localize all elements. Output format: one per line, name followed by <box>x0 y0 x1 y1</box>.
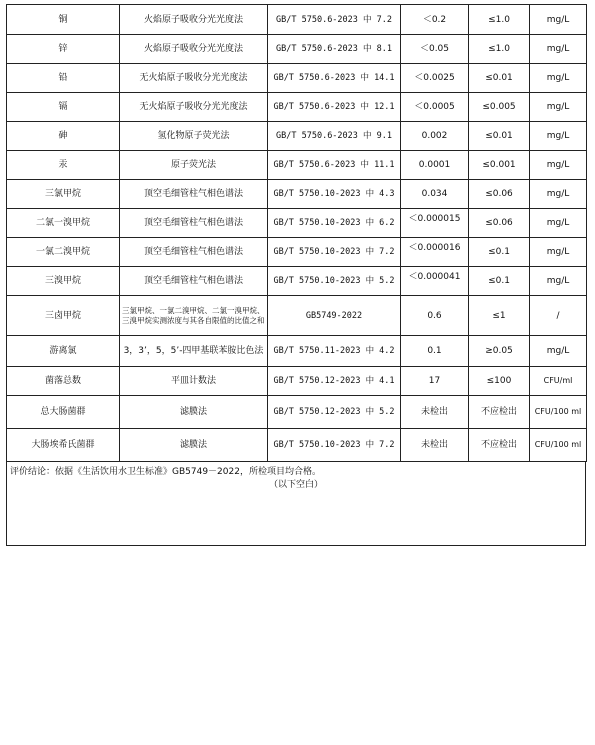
item-name: 锌 <box>7 35 120 64</box>
conclusion-box <box>6 462 586 546</box>
standard: GB/T 5750.11-2023 中 4.2 <box>268 336 401 367</box>
results-table <box>6 4 587 462</box>
unit: mg/L <box>530 267 587 296</box>
table-row <box>7 336 587 367</box>
table-row <box>7 151 587 180</box>
table-row <box>7 93 587 122</box>
item-name: 总大肠菌群 <box>7 396 120 429</box>
item-name: 二氯一溴甲烷 <box>7 209 120 238</box>
limit: ≤1 <box>469 296 530 336</box>
unit: mg/L <box>530 122 587 151</box>
table-row <box>7 64 587 93</box>
item-name: 铜 <box>7 5 120 35</box>
standard: GB/T 5750.6-2023 中 11.1 <box>268 151 401 180</box>
limit: ≤0.005 <box>469 93 530 122</box>
method: 平皿计数法 <box>120 367 268 396</box>
method: 原子荧光法 <box>120 151 268 180</box>
table-row <box>7 267 587 296</box>
unit: CFU/ml <box>530 367 587 396</box>
result: 0.034 <box>401 180 469 209</box>
limit: ≤0.001 <box>469 151 530 180</box>
unit: mg/L <box>530 35 587 64</box>
result: ＜0.000015 <box>401 209 469 238</box>
standard: GB/T 5750.10-2023 中 4.3 <box>268 180 401 209</box>
method: 3，3’，5，5’-四甲基联苯胺比色法 <box>120 336 268 367</box>
item-name: 三卤甲烷 <box>7 296 120 336</box>
standard: GB5749-2022 <box>268 296 401 336</box>
item-name: 游离氯 <box>7 336 120 367</box>
unit: CFU/100 ml <box>530 396 587 429</box>
unit: / <box>530 296 587 336</box>
item-name: 三氯甲烷 <box>7 180 120 209</box>
unit: CFU/100 ml <box>530 429 587 462</box>
result: ＜0.2 <box>401 5 469 35</box>
unit: mg/L <box>530 336 587 367</box>
method: 顶空毛细管柱气相色谱法 <box>120 267 268 296</box>
limit: ≥0.05 <box>469 336 530 367</box>
item-name: 铅 <box>7 64 120 93</box>
limit: 不应检出 <box>469 429 530 462</box>
table-row <box>7 238 587 267</box>
method: 顶空毛细管柱气相色谱法 <box>120 180 268 209</box>
result: 17 <box>401 367 469 396</box>
item-name: 三溴甲烷 <box>7 267 120 296</box>
method: 无火焰原子吸收分光光度法 <box>120 93 268 122</box>
method: 滤膜法 <box>120 396 268 429</box>
method: 氢化物原子荧光法 <box>120 122 268 151</box>
method: 滤膜法 <box>120 429 268 462</box>
unit: mg/L <box>530 180 587 209</box>
result: 未检出 <box>401 429 469 462</box>
unit: mg/L <box>530 93 587 122</box>
limit: ≤0.1 <box>469 238 530 267</box>
standard: GB/T 5750.6-2023 中 12.1 <box>268 93 401 122</box>
result: ＜0.05 <box>401 35 469 64</box>
table-row <box>7 429 587 462</box>
standard: GB/T 5750.6-2023 中 14.1 <box>268 64 401 93</box>
method: 火焰原子吸收分光光度法 <box>120 35 268 64</box>
table-row <box>7 367 587 396</box>
limit: ≤1.0 <box>469 5 530 35</box>
result: 0.6 <box>401 296 469 336</box>
result: 0.0001 <box>401 151 469 180</box>
standard: GB/T 5750.10-2023 中 5.2 <box>268 267 401 296</box>
unit: mg/L <box>530 64 587 93</box>
limit: ≤0.1 <box>469 267 530 296</box>
result: ＜0.0025 <box>401 64 469 93</box>
blank-note: （以下空白） <box>268 480 323 490</box>
standard: GB/T 5750.6-2023 中 9.1 <box>268 122 401 151</box>
table-row <box>7 296 587 336</box>
table-row <box>7 209 587 238</box>
method: 顶空毛细管柱气相色谱法 <box>120 209 268 238</box>
limit: ≤1.0 <box>469 35 530 64</box>
result: ＜0.0005 <box>401 93 469 122</box>
result: 0.002 <box>401 122 469 151</box>
unit: mg/L <box>530 5 587 35</box>
standard: GB/T 5750.6-2023 中 7.2 <box>268 5 401 35</box>
item-name: 大肠埃希氏菌群 <box>7 429 120 462</box>
table-row <box>7 5 587 35</box>
standard: GB/T 5750.10-2023 中 7.2 <box>268 429 401 462</box>
item-name: 汞 <box>7 151 120 180</box>
limit: ≤0.06 <box>469 209 530 238</box>
unit: mg/L <box>530 238 587 267</box>
result: 未检出 <box>401 396 469 429</box>
method: 火焰原子吸收分光光度法 <box>120 5 268 35</box>
result: 0.1 <box>401 336 469 367</box>
method: 三氯甲烷、一氯二溴甲烷、二氯一溴甲烷、三溴甲烷实测浓度与其各自限值的比值之和 <box>120 296 268 336</box>
item-name: 菌落总数 <box>7 367 120 396</box>
conclusion-text: 评价结论：依据《生活饮用水卫生标准》GB5749－2022，所检项目均合格。 <box>10 467 321 477</box>
unit: mg/L <box>530 151 587 180</box>
standard: GB/T 5750.6-2023 中 8.1 <box>268 35 401 64</box>
limit: ≤0.01 <box>469 64 530 93</box>
result: ＜0.000016 <box>401 238 469 267</box>
table-row <box>7 35 587 64</box>
method: 顶空毛细管柱气相色谱法 <box>120 238 268 267</box>
item-name: 砷 <box>7 122 120 151</box>
table-row <box>7 122 587 151</box>
standard: GB/T 5750.10-2023 中 7.2 <box>268 238 401 267</box>
limit: ≤0.01 <box>469 122 530 151</box>
table-row <box>7 180 587 209</box>
limit: ≤0.06 <box>469 180 530 209</box>
report-sheet <box>6 4 586 546</box>
limit: 不应检出 <box>469 396 530 429</box>
method: 无火焰原子吸收分光光度法 <box>120 64 268 93</box>
limit: ≤100 <box>469 367 530 396</box>
standard: GB/T 5750.10-2023 中 6.2 <box>268 209 401 238</box>
standard: GB/T 5750.12-2023 中 5.2 <box>268 396 401 429</box>
standard: GB/T 5750.12-2023 中 4.1 <box>268 367 401 396</box>
table-row <box>7 396 587 429</box>
unit: mg/L <box>530 209 587 238</box>
result: ＜0.000041 <box>401 267 469 296</box>
item-name: 一氯二溴甲烷 <box>7 238 120 267</box>
item-name: 镉 <box>7 93 120 122</box>
